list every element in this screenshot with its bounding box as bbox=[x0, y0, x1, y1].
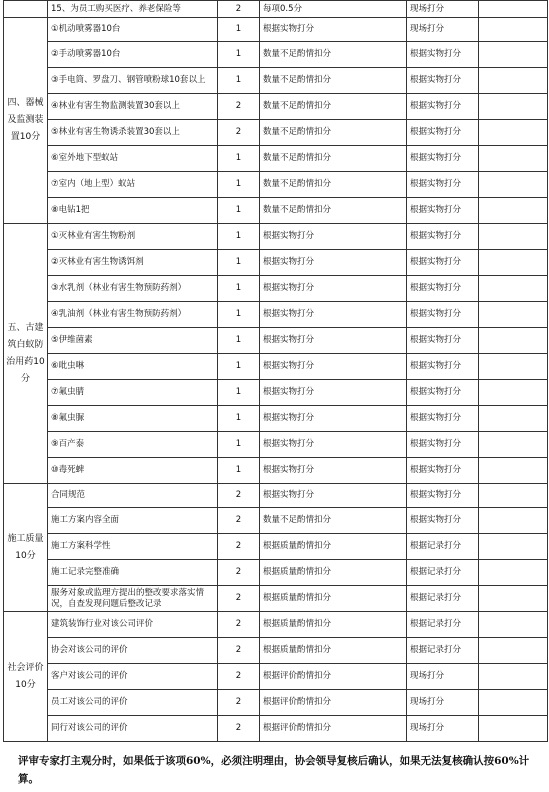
method-cell: 根据实物打分 bbox=[407, 458, 479, 484]
points-cell: 1 bbox=[218, 328, 260, 354]
item-cell: ⑧电钻1把 bbox=[48, 198, 218, 224]
points-cell: 1 bbox=[218, 146, 260, 172]
rule-cell: 根据质量酌情扣分 bbox=[260, 586, 407, 612]
item-cell: ⑤林业有害生物诱杀装置30套以上 bbox=[48, 120, 218, 146]
points-cell: 2 bbox=[218, 664, 260, 690]
points-cell: 1 bbox=[218, 42, 260, 68]
points-cell: 1 bbox=[218, 302, 260, 328]
blank-cell bbox=[479, 716, 548, 742]
rule-cell: 根据质量酌情扣分 bbox=[260, 612, 407, 638]
rule-cell: 数量不足酌情扣分 bbox=[260, 120, 407, 146]
scoring-table bbox=[3, 0, 548, 742]
table-row bbox=[4, 276, 548, 302]
table-row bbox=[4, 458, 548, 484]
method-cell: 根据实物打分 bbox=[407, 432, 479, 458]
item-cell: ③水乳剂（林业有害生物预防药剂） bbox=[48, 276, 218, 302]
table-row bbox=[4, 250, 548, 276]
table-row bbox=[4, 18, 548, 42]
points-cell: 1 bbox=[218, 406, 260, 432]
blank-cell bbox=[479, 612, 548, 638]
table-row bbox=[4, 224, 548, 250]
blank-cell bbox=[479, 120, 548, 146]
rule-cell: 根据质量酌情扣分 bbox=[260, 534, 407, 560]
blank-cell bbox=[479, 406, 548, 432]
item-cell: 协会对该公司的评价 bbox=[48, 638, 218, 664]
method-cell: 根据实物打分 bbox=[407, 42, 479, 68]
blank-cell bbox=[479, 380, 548, 406]
blank-cell bbox=[479, 354, 548, 380]
method-cell: 根据实物打分 bbox=[407, 94, 479, 120]
points-cell: 2 bbox=[218, 484, 260, 508]
item-cell: ⑦室内（地上型）蚁站 bbox=[48, 172, 218, 198]
points-cell: 2 bbox=[218, 534, 260, 560]
rule-cell: 数量不足酌情扣分 bbox=[260, 94, 407, 120]
method-cell: 根据记录打分 bbox=[407, 534, 479, 560]
item-cell: 15、为员工购买医疗、养老保险等 bbox=[48, 1, 218, 18]
blank-cell bbox=[479, 302, 548, 328]
rule-cell: 根据实物打分 bbox=[260, 432, 407, 458]
points-cell: 1 bbox=[218, 380, 260, 406]
points-cell: 1 bbox=[218, 224, 260, 250]
item-cell: ⑧氟虫脲 bbox=[48, 406, 218, 432]
blank-cell bbox=[479, 1, 548, 18]
method-cell: 根据实物打分 bbox=[407, 380, 479, 406]
table-row bbox=[4, 302, 548, 328]
rule-cell: 根据实物打分 bbox=[260, 250, 407, 276]
rule-cell: 根据评价酌情扣分 bbox=[260, 716, 407, 742]
table-row bbox=[4, 508, 548, 534]
table-row bbox=[4, 406, 548, 432]
item-cell: ④林业有害生物监测装置30套以上 bbox=[48, 94, 218, 120]
table-row bbox=[4, 638, 548, 664]
table-row bbox=[4, 198, 548, 224]
table-row bbox=[4, 586, 548, 612]
rule-cell: 数量不足酌情扣分 bbox=[260, 198, 407, 224]
item-cell: 施工记录完整准确 bbox=[48, 560, 218, 586]
rule-cell: 根据实物打分 bbox=[260, 354, 407, 380]
method-cell: 根据记录打分 bbox=[407, 612, 479, 638]
method-cell: 根据实物打分 bbox=[407, 302, 479, 328]
table-row bbox=[4, 560, 548, 586]
rule-cell: 根据实物打分 bbox=[260, 18, 407, 42]
item-cell: 服务对象或监理方提出的整改要求落实情况，自查发现问题后整改记录 bbox=[48, 586, 218, 612]
rule-cell: 根据实物打分 bbox=[260, 276, 407, 302]
rule-cell: 根据实物打分 bbox=[260, 484, 407, 508]
rule-cell: 数量不足酌情扣分 bbox=[260, 42, 407, 68]
section-title-cell bbox=[4, 1, 48, 18]
item-cell: 员工对该公司的评价 bbox=[48, 690, 218, 716]
rule-cell: 根据实物打分 bbox=[260, 224, 407, 250]
points-cell: 2 bbox=[218, 612, 260, 638]
item-cell: ②灭林业有害生物诱饵剂 bbox=[48, 250, 218, 276]
item-cell: 合同规范 bbox=[48, 484, 218, 508]
rule-cell: 根据评价酌情扣分 bbox=[260, 664, 407, 690]
blank-cell bbox=[479, 250, 548, 276]
method-cell: 现场打分 bbox=[407, 1, 479, 18]
blank-cell bbox=[479, 172, 548, 198]
blank-cell bbox=[479, 146, 548, 172]
blank-cell bbox=[479, 42, 548, 68]
table-row bbox=[4, 120, 548, 146]
method-cell: 现场打分 bbox=[407, 716, 479, 742]
rule-cell: 根据实物打分 bbox=[260, 406, 407, 432]
table-row bbox=[4, 1, 548, 18]
table-row bbox=[4, 328, 548, 354]
table-row bbox=[4, 354, 548, 380]
item-cell: ⑨百产泰 bbox=[48, 432, 218, 458]
points-cell: 1 bbox=[218, 432, 260, 458]
method-cell: 根据记录打分 bbox=[407, 638, 479, 664]
table-row bbox=[4, 484, 548, 508]
rule-cell: 数量不足酌情扣分 bbox=[260, 68, 407, 94]
points-cell: 1 bbox=[218, 18, 260, 42]
item-cell: ⑥室外地下型蚁站 bbox=[48, 146, 218, 172]
method-cell: 根据实物打分 bbox=[407, 68, 479, 94]
points-cell: 1 bbox=[218, 250, 260, 276]
rule-cell: 每项0.5分 bbox=[260, 1, 407, 18]
footer-note: 评审专家打主观分时，如果低于该项60%，必须注明理由，协会领导复核后确认，如果无法复核确认按60%计算。 bbox=[18, 755, 530, 785]
points-cell: 1 bbox=[218, 172, 260, 198]
blank-cell bbox=[479, 560, 548, 586]
item-cell: ⑤伊维菌素 bbox=[48, 328, 218, 354]
table-row bbox=[4, 146, 548, 172]
item-cell: 同行对该公司的评价 bbox=[48, 716, 218, 742]
table-row bbox=[4, 534, 548, 560]
item-cell: ①灭林业有害生物粉剂 bbox=[48, 224, 218, 250]
blank-cell bbox=[479, 508, 548, 534]
rule-cell: 根据质量酌情扣分 bbox=[260, 560, 407, 586]
table-row bbox=[4, 172, 548, 198]
rule-cell: 根据实物打分 bbox=[260, 328, 407, 354]
item-cell: 客户对该公司的评价 bbox=[48, 664, 218, 690]
section-title-cell: 施工质量10分 bbox=[4, 484, 48, 612]
method-cell: 根据实物打分 bbox=[407, 276, 479, 302]
points-cell: 2 bbox=[218, 94, 260, 120]
method-cell: 根据实物打分 bbox=[407, 354, 479, 380]
method-cell: 根据实物打分 bbox=[407, 250, 479, 276]
points-cell: 1 bbox=[218, 354, 260, 380]
table-row bbox=[4, 94, 548, 120]
rule-cell: 根据实物打分 bbox=[260, 380, 407, 406]
item-cell: ①机动喷雾器10台 bbox=[48, 18, 218, 42]
points-cell: 1 bbox=[218, 276, 260, 302]
section-title-cell: 四、器械及监测装置10分 bbox=[4, 18, 48, 224]
item-cell: ③手电筒、罗盘刀、钢管喷粉球10套以上 bbox=[48, 68, 218, 94]
points-cell: 2 bbox=[218, 690, 260, 716]
table-row bbox=[4, 690, 548, 716]
table-row bbox=[4, 432, 548, 458]
item-cell: ④乳油剂（林业有害生物预防药剂） bbox=[48, 302, 218, 328]
method-cell: 现场打分 bbox=[407, 18, 479, 42]
method-cell: 现场打分 bbox=[407, 690, 479, 716]
blank-cell bbox=[479, 586, 548, 612]
method-cell: 根据实物打分 bbox=[407, 224, 479, 250]
item-cell: 施工方案内容全面 bbox=[48, 508, 218, 534]
points-cell: 2 bbox=[218, 638, 260, 664]
table-row bbox=[4, 42, 548, 68]
table-row bbox=[4, 612, 548, 638]
method-cell: 根据实物打分 bbox=[407, 508, 479, 534]
method-cell: 根据实物打分 bbox=[407, 484, 479, 508]
method-cell: 根据实物打分 bbox=[407, 146, 479, 172]
item-cell: ⑩毒死蜱 bbox=[48, 458, 218, 484]
points-cell: 1 bbox=[218, 68, 260, 94]
item-cell: 建筑装饰行业对该公司评价 bbox=[48, 612, 218, 638]
blank-cell bbox=[479, 94, 548, 120]
table-row bbox=[4, 716, 548, 742]
blank-cell bbox=[479, 458, 548, 484]
table-row bbox=[4, 664, 548, 690]
table-row bbox=[4, 68, 548, 94]
blank-cell bbox=[479, 276, 548, 302]
method-cell: 现场打分 bbox=[407, 664, 479, 690]
method-cell: 根据实物打分 bbox=[407, 172, 479, 198]
section-title-cell: 五、古建筑白蚁防治用药10分 bbox=[4, 224, 48, 484]
blank-cell bbox=[479, 432, 548, 458]
blank-cell bbox=[479, 68, 548, 94]
method-cell: 根据记录打分 bbox=[407, 560, 479, 586]
blank-cell bbox=[479, 638, 548, 664]
points-cell: 2 bbox=[218, 586, 260, 612]
points-cell: 2 bbox=[218, 508, 260, 534]
blank-cell bbox=[479, 328, 548, 354]
method-cell: 根据实物打分 bbox=[407, 198, 479, 224]
points-cell: 2 bbox=[218, 560, 260, 586]
method-cell: 根据实物打分 bbox=[407, 328, 479, 354]
points-cell: 1 bbox=[218, 458, 260, 484]
method-cell: 根据实物打分 bbox=[407, 120, 479, 146]
blank-cell bbox=[479, 18, 548, 42]
table-row bbox=[4, 380, 548, 406]
method-cell: 根据记录打分 bbox=[407, 586, 479, 612]
points-cell: 2 bbox=[218, 716, 260, 742]
blank-cell bbox=[479, 534, 548, 560]
rule-cell: 根据质量酌情扣分 bbox=[260, 638, 407, 664]
points-cell: 2 bbox=[218, 1, 260, 18]
rule-cell: 根据实物打分 bbox=[260, 458, 407, 484]
rule-cell: 根据实物打分 bbox=[260, 302, 407, 328]
rule-cell: 数量不足酌情扣分 bbox=[260, 146, 407, 172]
item-cell: 施工方案科学性 bbox=[48, 534, 218, 560]
method-cell: 根据实物打分 bbox=[407, 406, 479, 432]
blank-cell bbox=[479, 690, 548, 716]
blank-cell bbox=[479, 664, 548, 690]
blank-cell bbox=[479, 198, 548, 224]
points-cell: 1 bbox=[218, 198, 260, 224]
item-cell: ②手动喷雾器10台 bbox=[48, 42, 218, 68]
rule-cell: 数量不足酌情扣分 bbox=[260, 172, 407, 198]
item-cell: ⑦氟虫腈 bbox=[48, 380, 218, 406]
blank-cell bbox=[479, 224, 548, 250]
rule-cell: 数量不足酌情扣分 bbox=[260, 508, 407, 534]
points-cell: 2 bbox=[218, 120, 260, 146]
section-title-cell: 社会评价10分 bbox=[4, 612, 48, 742]
blank-cell bbox=[479, 484, 548, 508]
item-cell: ⑥吡虫啉 bbox=[48, 354, 218, 380]
rule-cell: 根据评价酌情扣分 bbox=[260, 690, 407, 716]
